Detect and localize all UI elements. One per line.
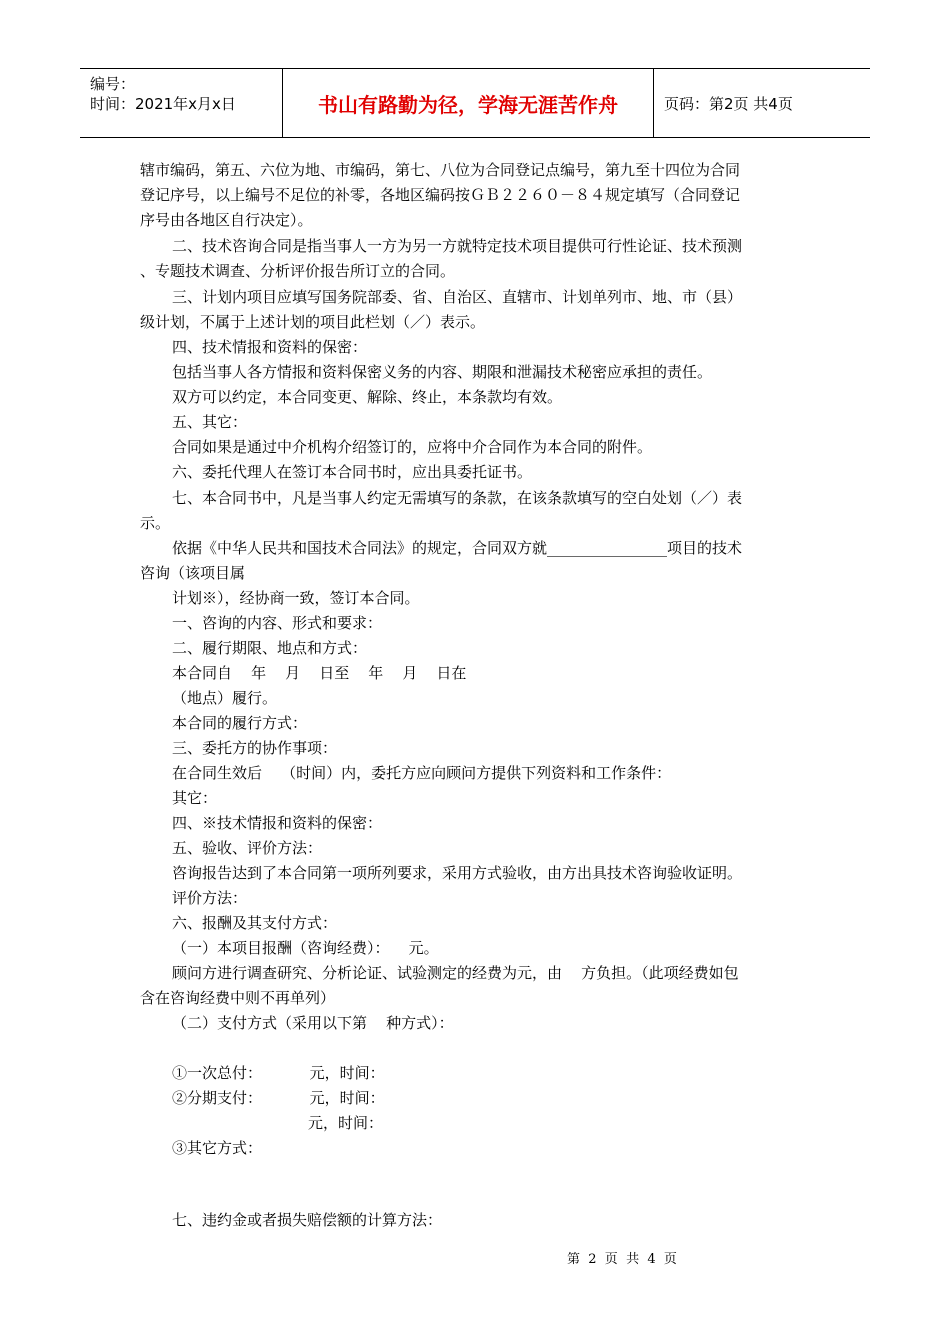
header-left-cell [80, 69, 283, 137]
body-line: 元，时间： [308, 1114, 384, 1132]
body-line: 七、本合同书中，凡是当事人约定无需填写的条款，在该条款填写的空白处划（／）表 [172, 489, 743, 507]
body-line: 序号由各地区自行决定）。 [140, 211, 313, 229]
body-line: 、专题技术调查、分析评价报告所订立的合同。 [140, 262, 456, 280]
body-line: 示。 [140, 514, 171, 532]
body-line: 含在咨询经费中则不再单列） [140, 989, 336, 1007]
body-line: 三、计划内项目应填写国务院部委、省、自治区、直辖市、计划单列市、地、市（县） [172, 288, 743, 306]
body-line: ②分期支付： 元，时间： [172, 1089, 385, 1107]
page-header [80, 68, 870, 138]
body-line: 计划※），经协商一致，签订本合同。 [172, 589, 420, 607]
header-page-indicator: 页码：第2页 共4页 [664, 94, 793, 113]
body-line: 六、委托代理人在签订本合同书时，应出具委托证书。 [172, 463, 533, 481]
body-line: 咨询（该项目属 [140, 564, 246, 582]
body-line: 六、报酬及其支付方式： [172, 914, 338, 932]
body-line: 五、其它： [172, 413, 248, 431]
document-number-label: 编号： [90, 75, 136, 93]
body-line: 四、※技术情报和资料的保密： [172, 814, 383, 832]
body-line: 二、技术咨询合同是指当事人一方为另一方就特定技术项目提供可行性论证、技术预测 [172, 237, 743, 255]
body-line: 一、咨询的内容、形式和要求： [172, 614, 383, 632]
body-line: 咨询报告达到了本合同第一项所列要求，采用方式验收，由方出具技术咨询验收证明。 [172, 864, 743, 882]
body-line: 本合同的履行方式： [172, 714, 308, 732]
page-footer: 第 2 页 共 4 页 [567, 1252, 677, 1267]
body-line: 五、验收、评价方法： [172, 839, 323, 857]
body-line: 辖市编码，第五、六位为地、市编码，第七、八位为合同登记点编号，第九至十四位为合同 [140, 161, 741, 179]
body-line: 顾问方进行调查研究、分析论证、试验测定的经费为元，由 方负担。（此项经费如包 [172, 964, 739, 982]
body-line: （一）本项目报酬（咨询经费）： 元。 [172, 939, 439, 957]
document-date-label: 时间：2021年x月x日 [90, 95, 236, 113]
body-line: 四、技术情报和资料的保密： [172, 338, 368, 356]
body-line: 本合同自 年 月 日至 年 月 日在 [172, 664, 467, 682]
body-line: ③其它方式： [172, 1139, 263, 1157]
body-line: 登记序号，以上编号不足位的补零，各地区编码按ＧＢ２２６０－８４规定填写（合同登记 [140, 186, 741, 204]
body-line: 三、委托方的协作事项： [172, 739, 338, 757]
body-line: 合同如果是通过中介机构介绍签订的，应将中介合同作为本合同的附件。 [172, 438, 653, 456]
body-line: ①一次总付： 元，时间： [172, 1064, 385, 1082]
body-line: 级计划，不属于上述计划的项目此栏划（／）表示。 [140, 313, 486, 331]
body-line: 其它： [172, 789, 218, 807]
body-line: 在合同生效后 （时间）内，委托方应向顾问方提供下列资料和工作条件： [172, 764, 672, 782]
body-line: 七、违约金或者损失赔偿额的计算方法： [172, 1211, 443, 1229]
body-line: （二）支付方式（采用以下第 种方式）： [172, 1014, 454, 1032]
header-motto: 书山有路勤为径，学海无涯苦作舟 [283, 69, 654, 137]
body-line: 二、履行期限、地点和方式： [172, 639, 368, 657]
body-line: 评价方法： [172, 889, 248, 907]
body-line: 双方可以约定，本合同变更、解除、终止，本条款均有效。 [172, 388, 563, 406]
body-line: 依据《中华人民共和国技术合同法》的规定，合同双方就________________项目的技术 [172, 539, 743, 557]
body-line: 包括当事人各方情报和资料保密义务的内容、期限和泄漏技术秘密应承担的责任。 [172, 363, 713, 381]
body-line: （地点）履行。 [172, 689, 278, 707]
